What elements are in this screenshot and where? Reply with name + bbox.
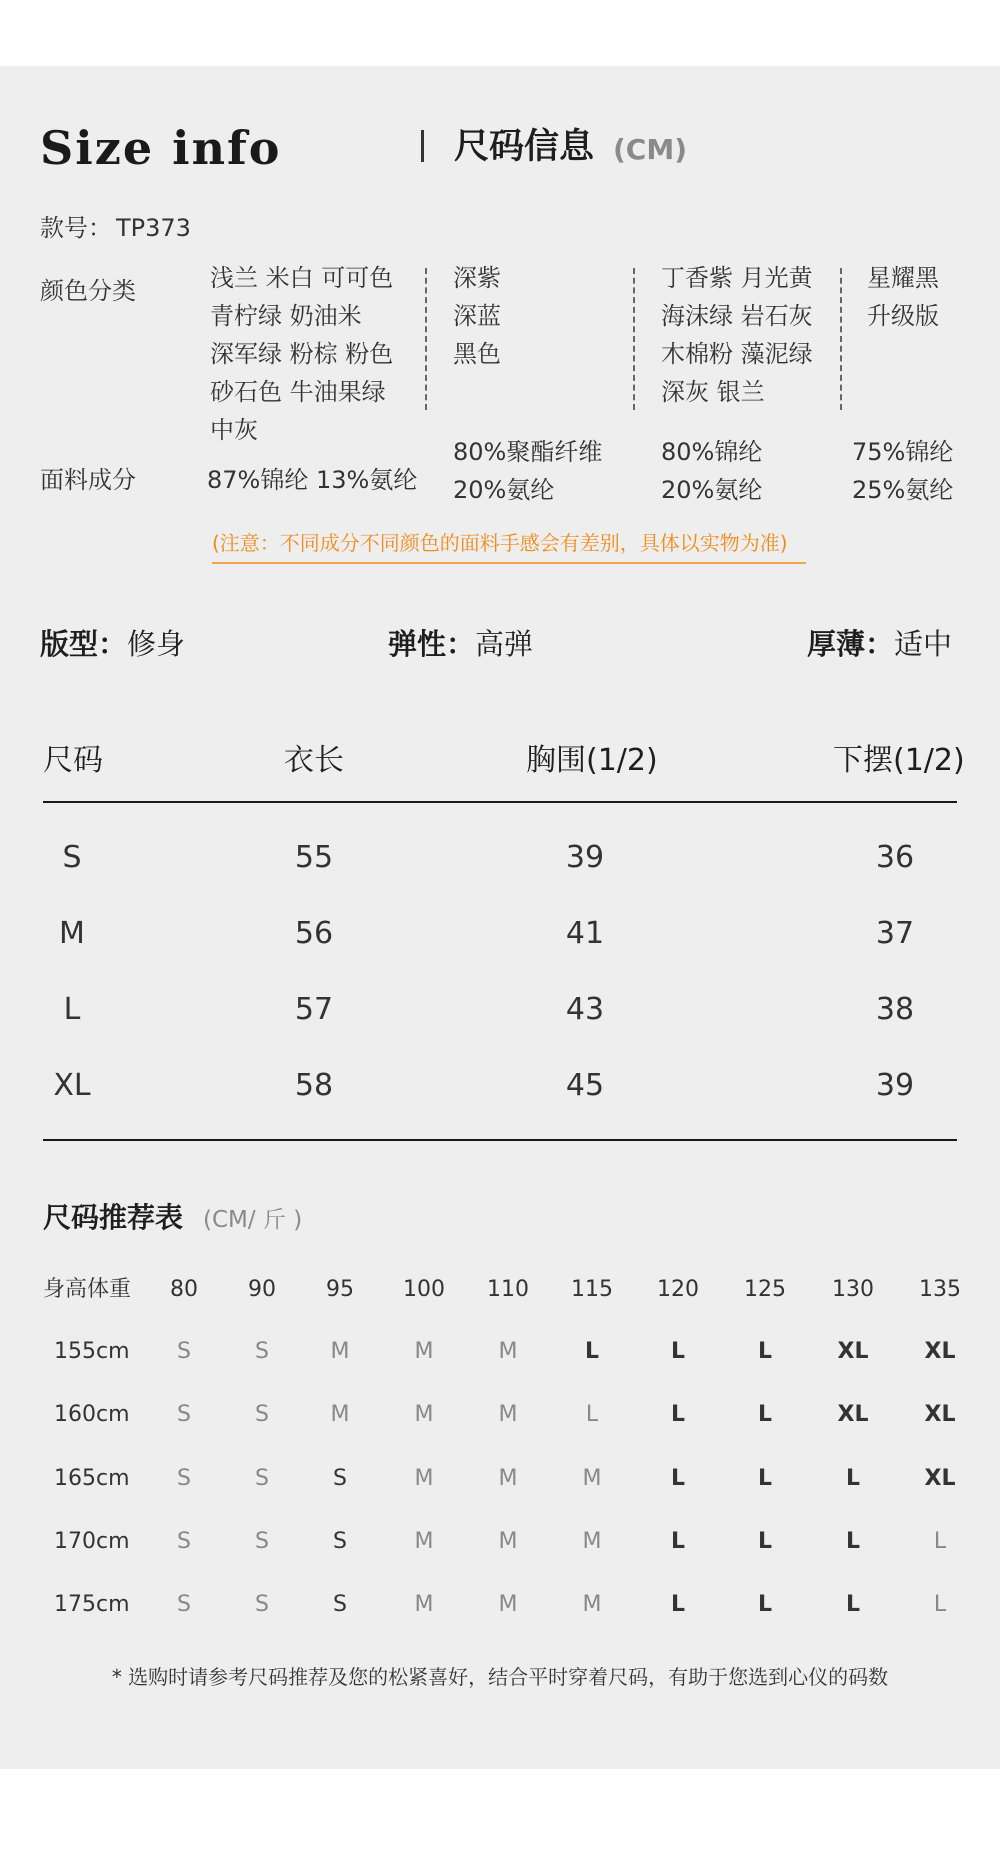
color-group-2 [453, 259, 501, 373]
spec-value: 修身 [127, 627, 186, 661]
dashed-divider [840, 268, 842, 410]
table-cell: S [62, 840, 82, 875]
table-top-rule [43, 801, 957, 803]
recommend-cell: M [414, 1402, 434, 1427]
recommend-cell: M [582, 1592, 602, 1617]
color-line: 星耀黑 [867, 264, 939, 292]
recommend-cell: M [414, 1592, 434, 1617]
table-header-chest: 胸围(1/2) [526, 743, 658, 778]
fabric-line: 75%锦纶 [852, 438, 954, 466]
note-underline [212, 562, 806, 564]
table-cell: L [63, 992, 81, 1027]
weight-header-cell: 130 [832, 1277, 874, 1302]
color-line: 砂石色 牛油果绿 [210, 378, 386, 406]
color-group-1 [210, 259, 393, 449]
recommend-cell: M [498, 1529, 518, 1554]
table-cell: 56 [294, 916, 334, 951]
recommend-cell: L [670, 1592, 686, 1617]
color-line: 深蓝 [453, 302, 501, 330]
recommend-cell: S [333, 1592, 347, 1617]
brand-title: Size info [40, 121, 282, 175]
fabric-line: 87%锦纶 13%氨纶 [207, 466, 418, 494]
recommend-cell: L [670, 1529, 686, 1554]
recommend-cell: L [584, 1339, 600, 1364]
recommend-cell: S [177, 1339, 191, 1364]
style-no-label: 款号： [40, 214, 112, 242]
color-line: 丁香紫 月光黄 [661, 264, 813, 292]
spec-value: 高弹 [475, 627, 534, 661]
recommend-cell: M [498, 1402, 518, 1427]
recommend-cell: L [670, 1466, 686, 1491]
title-unit: (CM) [613, 133, 688, 166]
fabric-note: (注意：不同成分不同颜色的面料手感会有差别，具体以实物为准) [212, 531, 788, 555]
table-cell: 38 [875, 992, 915, 1027]
table-cell: 58 [294, 1068, 334, 1103]
height-label: 170cm [54, 1529, 130, 1554]
recommend-cell: L [933, 1592, 947, 1617]
recommend-cell: M [498, 1339, 518, 1364]
recommend-cell: L [757, 1402, 773, 1427]
color-line: 深灰 银兰 [661, 378, 765, 406]
fabric-label: 面料成分 [40, 466, 136, 494]
recommend-cell: L [757, 1339, 773, 1364]
recommend-cell: L [845, 1529, 861, 1554]
recommend-cell: XL [924, 1402, 956, 1427]
recommend-cell: L [670, 1339, 686, 1364]
table-cell: M [59, 916, 85, 951]
color-line: 黑色 [453, 340, 501, 368]
header-divider [421, 130, 424, 162]
recommend-cell: L [757, 1466, 773, 1491]
recommend-cell: L [845, 1592, 861, 1617]
recommend-cell: M [582, 1466, 602, 1491]
color-line: 木棉粉 藻泥绿 [661, 340, 813, 368]
weight-header-cell: 110 [487, 1277, 529, 1302]
recommend-cell: L [845, 1466, 861, 1491]
recommend-cell: XL [837, 1339, 869, 1364]
recommend-cell: L [670, 1402, 686, 1427]
recommend-cell: S [333, 1466, 347, 1491]
table-cell: 45 [565, 1068, 605, 1103]
color-line: 中灰 [210, 416, 258, 444]
spec-key: 弹性： [388, 627, 476, 661]
fabric-line: 80%聚酯纤维 [453, 438, 603, 466]
weight-header-cell: 115 [571, 1277, 613, 1302]
recommend-cell: L [757, 1592, 773, 1617]
weight-header-cell: 100 [403, 1277, 445, 1302]
table-cell: 36 [875, 840, 915, 875]
weight-header-cell: 80 [170, 1277, 198, 1302]
recommend-cell: M [414, 1529, 434, 1554]
color-line: 深军绿 粉棕 粉色 [210, 340, 394, 368]
spec-fit [40, 622, 185, 663]
recommend-cell: S [177, 1466, 191, 1491]
recommend-title: 尺码推荐表 [43, 1201, 184, 1234]
recommend-cell: S [255, 1339, 269, 1364]
recommend-cell: S [255, 1402, 269, 1427]
recommend-cell: XL [924, 1466, 956, 1491]
fabric-group-2 [453, 433, 602, 509]
fabric-line: 25%氨纶 [852, 476, 954, 504]
recommend-cell: M [330, 1402, 350, 1427]
colors-label: 颜色分类 [40, 277, 136, 305]
recommend-cell: S [177, 1402, 191, 1427]
color-line: 海沫绿 岩石灰 [661, 302, 813, 330]
spec-key: 版型： [40, 627, 128, 661]
footer-note: * 选购时请参考尺码推荐及您的松紧喜好，结合平时穿着尺码，有助于您选到心仪的码数 [111, 1665, 889, 1689]
recommend-cell: S [255, 1592, 269, 1617]
recommend-cell: M [414, 1339, 434, 1364]
color-line: 深紫 [453, 264, 501, 292]
recommend-cell: M [414, 1466, 434, 1491]
recommend-cell: L [585, 1402, 599, 1427]
spec-key: 厚薄： [807, 627, 895, 661]
dashed-divider [633, 268, 635, 410]
fabric-line: 20%氨纶 [453, 476, 555, 504]
fabric-group-4 [852, 433, 953, 509]
color-line: 青柠绿 奶油米 [210, 302, 362, 330]
spec-thickness [807, 622, 952, 663]
recommend-cell: S [333, 1529, 347, 1554]
spec-elasticity [388, 622, 533, 663]
table-cell: 39 [875, 1068, 915, 1103]
recommend-cell: S [177, 1529, 191, 1554]
table-cell: 57 [294, 992, 334, 1027]
weight-header-cell: 90 [248, 1277, 276, 1302]
table-cell: 43 [565, 992, 605, 1027]
spec-value: 适中 [894, 627, 953, 661]
recommend-cell: M [498, 1466, 518, 1491]
weight-header-cell: 135 [919, 1277, 961, 1302]
table-cell: 55 [294, 840, 334, 875]
recommend-cell: S [177, 1592, 191, 1617]
recommend-corner-label: 身高体重 [43, 1277, 132, 1302]
height-label: 175cm [54, 1592, 130, 1617]
table-bottom-rule [43, 1139, 957, 1141]
fabric-group-3 [661, 433, 762, 509]
color-line: 浅兰 米白 可可色 [210, 264, 394, 292]
page-title: 尺码信息 [454, 127, 595, 167]
table-cell: 39 [565, 840, 605, 875]
table-header-size: 尺码 [43, 743, 103, 778]
table-cell: 41 [565, 916, 605, 951]
recommend-cell: L [933, 1529, 947, 1554]
fabric-group-1 [207, 461, 417, 499]
height-label: 155cm [54, 1339, 130, 1364]
weight-header-cell: 120 [657, 1277, 699, 1302]
recommend-unit: (CM/ 斤 ) [203, 1207, 303, 1233]
dashed-divider [425, 268, 427, 410]
recommend-cell: L [757, 1529, 773, 1554]
table-cell: XL [53, 1068, 91, 1103]
recommend-cell: XL [924, 1339, 956, 1364]
fabric-line: 80%锦纶 [661, 438, 763, 466]
fabric-line: 20%氨纶 [661, 476, 763, 504]
recommend-cell: M [498, 1592, 518, 1617]
color-group-4 [867, 259, 939, 335]
weight-header-cell: 95 [326, 1277, 354, 1302]
recommend-cell: M [330, 1339, 350, 1364]
recommend-cell: M [582, 1529, 602, 1554]
table-cell: 37 [875, 916, 915, 951]
color-line: 升级版 [867, 302, 939, 330]
table-header-hem: 下摆(1/2) [833, 743, 965, 778]
table-header-length: 衣长 [284, 743, 344, 778]
recommend-cell: XL [837, 1402, 869, 1427]
weight-header-cell: 125 [744, 1277, 786, 1302]
color-group-3 [661, 259, 813, 411]
recommend-cell: S [255, 1529, 269, 1554]
style-no-value: TP373 [116, 214, 191, 242]
recommend-cell: S [255, 1466, 269, 1491]
height-label: 160cm [54, 1402, 130, 1427]
height-label: 165cm [54, 1466, 130, 1491]
